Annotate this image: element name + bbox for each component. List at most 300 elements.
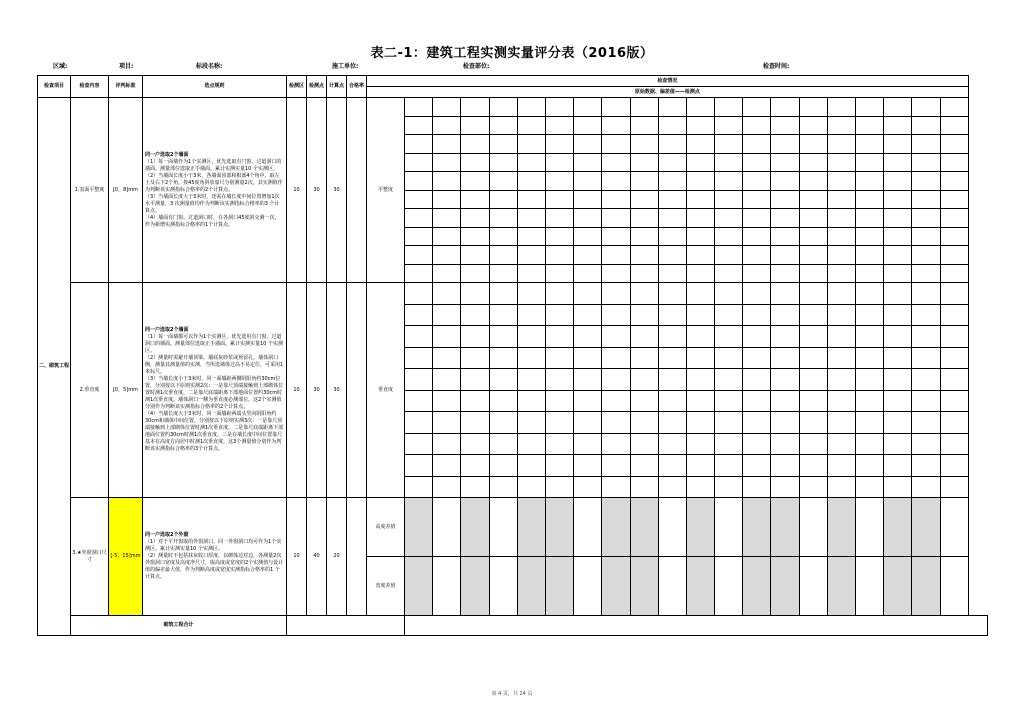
data-cell [630, 153, 658, 172]
data-cell [630, 455, 658, 477]
data-cell [912, 326, 940, 348]
data-cell [940, 557, 968, 616]
data-cell [630, 498, 658, 557]
data-cell [517, 347, 545, 369]
content-cell: 1.表面平整度 [71, 98, 109, 283]
rule-title: 同一户选取2个墙面 [145, 327, 189, 333]
data-cell [602, 264, 630, 283]
data-cell [658, 246, 686, 265]
data-cell [658, 557, 686, 616]
data-cell [912, 209, 940, 228]
data-cell [489, 369, 517, 391]
data-cell [602, 116, 630, 135]
data-cell [630, 390, 658, 412]
data-cell [884, 190, 912, 209]
data-cell [545, 369, 573, 391]
data-cell [856, 347, 884, 369]
data-cell [433, 172, 461, 191]
header-item: 检查项目 [38, 76, 71, 98]
data-cell [715, 190, 743, 209]
data-cell [940, 116, 968, 135]
header-content: 检查内容 [71, 76, 109, 98]
data-cell [884, 390, 912, 412]
data-cell [940, 246, 968, 265]
data-cell [545, 98, 573, 117]
points-cell: 30 [307, 98, 327, 283]
data-cell [574, 498, 602, 557]
data-cell [771, 557, 799, 616]
data-cell [799, 304, 827, 326]
data-cell [799, 264, 827, 283]
data-cell [715, 209, 743, 228]
data-cell [799, 246, 827, 265]
data-cell [658, 476, 686, 498]
data-cell [405, 172, 433, 191]
data-cell [912, 98, 940, 117]
category-cell: 二、砌筑工程 [38, 98, 71, 636]
data-cell [715, 557, 743, 616]
header-pass-rate: 合格率 [347, 76, 367, 98]
data-cell [856, 455, 884, 477]
data-cell [912, 433, 940, 455]
data-cell [545, 498, 573, 557]
data-cell [715, 116, 743, 135]
data-cell [574, 347, 602, 369]
data-cell [433, 326, 461, 348]
data-cell [489, 172, 517, 191]
data-cell [461, 498, 489, 557]
data-cell [545, 209, 573, 228]
data-cell [856, 498, 884, 557]
data-cell [574, 227, 602, 246]
data-cell [856, 172, 884, 191]
data-cell [715, 304, 743, 326]
data-cell [658, 116, 686, 135]
data-cell [433, 135, 461, 154]
data-cell [856, 390, 884, 412]
data-cell [884, 116, 912, 135]
data-cell [771, 172, 799, 191]
data-cell [856, 190, 884, 209]
data-cell [940, 304, 968, 326]
data-cell [574, 98, 602, 117]
data-cell [884, 153, 912, 172]
data-cell [940, 369, 968, 391]
data-cell [461, 190, 489, 209]
data-cell [743, 190, 771, 209]
data-cell [630, 412, 658, 434]
data-cell [433, 283, 461, 305]
data-cell [630, 476, 658, 498]
calc-cell: 30 [327, 283, 347, 498]
data-cell [489, 98, 517, 117]
data-cell [884, 227, 912, 246]
data-cell [433, 390, 461, 412]
data-cell [461, 283, 489, 305]
data-cell [461, 264, 489, 283]
data-cell [489, 135, 517, 154]
data-cell [799, 209, 827, 228]
data-cell [856, 135, 884, 154]
data-cell [630, 190, 658, 209]
zones-cell: 10 [287, 283, 307, 498]
data-cell [856, 326, 884, 348]
data-cell [827, 116, 855, 135]
header-raw-data: 原始数据、偏差值——检测点 [367, 87, 969, 98]
data-cell [686, 476, 714, 498]
data-cell [715, 476, 743, 498]
data-cell [461, 209, 489, 228]
data-cell [686, 190, 714, 209]
data-cell [433, 347, 461, 369]
data-cell [799, 498, 827, 557]
data-cell [940, 153, 968, 172]
data-cell [799, 476, 827, 498]
rule-title: 同一户选取2个墙面 [145, 151, 189, 158]
data-cell [827, 498, 855, 557]
rule-title: 同一户选取2个外窗 [145, 532, 189, 538]
data-cell [940, 433, 968, 455]
data-cell [489, 246, 517, 265]
standard-cell: [-5，15]mm [109, 498, 143, 616]
data-cell [574, 246, 602, 265]
data-cell [686, 98, 714, 117]
data-cell [461, 455, 489, 477]
data-cell [602, 283, 630, 305]
data-cell [602, 412, 630, 434]
data-cell [743, 209, 771, 228]
pass-rate-cell [347, 98, 367, 283]
data-cell [771, 326, 799, 348]
standard-cell: [0，5]mm [109, 283, 143, 498]
data-cell [715, 135, 743, 154]
data-cell [658, 209, 686, 228]
data-cell [799, 326, 827, 348]
label-cell: 平整度 [367, 98, 405, 283]
data-cell [799, 557, 827, 616]
data-cell [545, 390, 573, 412]
data-cell [461, 557, 489, 616]
data-cell [461, 246, 489, 265]
data-cell [433, 433, 461, 455]
data-cell [856, 369, 884, 391]
data-cell [884, 209, 912, 228]
data-cell [912, 246, 940, 265]
data-cell [827, 264, 855, 283]
data-cell [743, 557, 771, 616]
data-cell [856, 98, 884, 117]
data-cell [461, 172, 489, 191]
data-cell [884, 347, 912, 369]
data-cell [884, 369, 912, 391]
data-cell [489, 498, 517, 557]
data-cell [799, 390, 827, 412]
data-cell [771, 498, 799, 557]
data-cell [489, 283, 517, 305]
data-cell [743, 369, 771, 391]
data-cell [405, 304, 433, 326]
data-cell [658, 153, 686, 172]
data-cell [517, 135, 545, 154]
data-cell [827, 476, 855, 498]
data-cell [602, 98, 630, 117]
data-cell [827, 98, 855, 117]
data-cell [545, 246, 573, 265]
data-cell [884, 135, 912, 154]
data-cell [912, 190, 940, 209]
data-cell [658, 369, 686, 391]
data-cell [884, 412, 912, 434]
data-cell [912, 498, 940, 557]
data-cell [517, 433, 545, 455]
data-cell [940, 190, 968, 209]
data-cell [545, 227, 573, 246]
data-cell [602, 135, 630, 154]
data-cell [884, 326, 912, 348]
data-cell [856, 476, 884, 498]
calc-cell: 20 [327, 498, 347, 616]
data-cell [771, 227, 799, 246]
data-cell [405, 246, 433, 265]
data-cell [574, 153, 602, 172]
data-cell [856, 283, 884, 305]
data-cell [827, 304, 855, 326]
data-cell [827, 455, 855, 477]
content-cell: 2.垂直度 [71, 283, 109, 498]
data-cell [884, 172, 912, 191]
standard-cell: [0，8]mm [109, 98, 143, 283]
data-cell [686, 283, 714, 305]
data-cell [517, 304, 545, 326]
data-cell [545, 283, 573, 305]
data-cell [545, 135, 573, 154]
data-cell [461, 153, 489, 172]
data-cell [517, 209, 545, 228]
data-cell [686, 172, 714, 191]
data-cell [433, 227, 461, 246]
data-cell [545, 412, 573, 434]
data-cell [489, 433, 517, 455]
data-cell [940, 283, 968, 305]
data-cell [602, 153, 630, 172]
header-rules: 选点规则 [143, 76, 287, 98]
data-cell [856, 227, 884, 246]
data-cell [940, 135, 968, 154]
data-cell [489, 412, 517, 434]
data-cell [461, 476, 489, 498]
data-cell [912, 153, 940, 172]
data-cell [771, 476, 799, 498]
data-cell [517, 246, 545, 265]
header-points: 检测点 [307, 76, 327, 98]
points-cell: 30 [307, 283, 327, 498]
data-cell [658, 347, 686, 369]
data-cell [856, 412, 884, 434]
data-cell [574, 326, 602, 348]
data-cell [405, 98, 433, 117]
data-cell [461, 412, 489, 434]
data-cell [799, 135, 827, 154]
data-cell [912, 135, 940, 154]
data-cell [686, 412, 714, 434]
data-cell [630, 264, 658, 283]
data-cell [884, 98, 912, 117]
data-cell [686, 557, 714, 616]
data-cell [517, 153, 545, 172]
data-cell [912, 455, 940, 477]
data-cell [405, 433, 433, 455]
data-cell [574, 190, 602, 209]
data-cell [799, 190, 827, 209]
data-cell [940, 172, 968, 191]
data-cell [602, 190, 630, 209]
data-cell [517, 116, 545, 135]
data-cell [686, 246, 714, 265]
data-cell [658, 455, 686, 477]
data-cell [884, 283, 912, 305]
data-cell [686, 153, 714, 172]
data-cell [940, 347, 968, 369]
data-cell [602, 304, 630, 326]
data-cell [489, 190, 517, 209]
zones-cell: 10 [287, 98, 307, 283]
data-cell [517, 227, 545, 246]
data-cell [715, 390, 743, 412]
data-cell [630, 246, 658, 265]
data-cell [856, 209, 884, 228]
data-cell [743, 433, 771, 455]
data-cell [574, 369, 602, 391]
data-cell [489, 116, 517, 135]
data-cell [743, 227, 771, 246]
data-cell [433, 116, 461, 135]
data-cell [743, 116, 771, 135]
data-cell [658, 283, 686, 305]
data-cell [545, 172, 573, 191]
data-cell [658, 390, 686, 412]
data-cell [545, 476, 573, 498]
page-title: 表二-1：建筑工程实测实量评分表（2016版） [370, 46, 654, 61]
data-cell [545, 455, 573, 477]
data-cell [461, 135, 489, 154]
data-cell [940, 476, 968, 498]
data-cell [715, 498, 743, 557]
data-cell [771, 455, 799, 477]
data-cell [545, 190, 573, 209]
header-zones: 检测区 [287, 76, 307, 98]
data-cell [686, 135, 714, 154]
data-cell [433, 304, 461, 326]
total-cell [287, 616, 405, 636]
data-cell [405, 498, 433, 557]
data-cell [574, 433, 602, 455]
data-cell [545, 326, 573, 348]
data-cell [771, 390, 799, 412]
rule-text: （1）每一面墙作为1个实测区，优先选取有门窗、过道洞口的墙面。测量部位选取正手墙面。累计实测实量10 个实测区。 （2）当墙面长度小于3米，各墙面顶部和根部4个角中，取左上及右下2个角。按45度角斜放靠尺分别测量2次，其实测值作为判断该实测指标合格率的2个计算点。 （3）当墙面长度大于3米时，还需在墙长度中间位置增加1次水平测量，3 次测量值均作为判断该实测指标合格率的3 个计算点。 （4）墙面有门窗、过道洞口时，在各洞口45度斜交测一次，作为新增实测指标合格率的1个计算点。 [145, 158, 283, 228]
data-cell [827, 209, 855, 228]
data-cell [686, 304, 714, 326]
total-label: 砌筑工程合计 [71, 616, 287, 636]
data-cell [715, 227, 743, 246]
data-cell [884, 304, 912, 326]
data-cell [686, 347, 714, 369]
data-cell [658, 98, 686, 117]
data-cell [799, 347, 827, 369]
data-cell [827, 246, 855, 265]
data-cell [489, 304, 517, 326]
width-diff-label: 宽度差值 [367, 557, 405, 616]
data-cell [771, 98, 799, 117]
data-cell [686, 227, 714, 246]
data-cell [630, 283, 658, 305]
data-cell [433, 455, 461, 477]
data-cell [602, 455, 630, 477]
data-cell [743, 246, 771, 265]
data-cell [799, 369, 827, 391]
data-cell [405, 557, 433, 616]
data-cell [517, 283, 545, 305]
data-cell [799, 227, 827, 246]
data-cell [658, 433, 686, 455]
data-cell [743, 455, 771, 477]
data-cell [574, 412, 602, 434]
data-cell [715, 455, 743, 477]
data-cell [433, 209, 461, 228]
data-cell [658, 264, 686, 283]
area-label: 区域: [53, 63, 68, 70]
data-cell [602, 326, 630, 348]
data-cell [715, 433, 743, 455]
data-cell [743, 476, 771, 498]
data-cell [743, 98, 771, 117]
data-cell [405, 326, 433, 348]
data-cell [771, 264, 799, 283]
data-cell [715, 326, 743, 348]
data-cell [686, 369, 714, 391]
data-cell [602, 369, 630, 391]
data-cell [686, 390, 714, 412]
data-cell [743, 347, 771, 369]
data-cell [545, 116, 573, 135]
data-cell [658, 172, 686, 191]
data-cell [799, 153, 827, 172]
data-cell [517, 190, 545, 209]
data-cell [715, 369, 743, 391]
data-cell [743, 283, 771, 305]
time-label: 检查时间: [763, 63, 790, 70]
data-cell [517, 498, 545, 557]
data-cell [602, 557, 630, 616]
data-cell [771, 283, 799, 305]
data-cell [799, 455, 827, 477]
data-cell [715, 172, 743, 191]
data-cell [461, 433, 489, 455]
data-cell [884, 433, 912, 455]
data-cell [912, 390, 940, 412]
data-cell [461, 390, 489, 412]
data-cell [912, 227, 940, 246]
data-cell [912, 557, 940, 616]
data-cell [827, 390, 855, 412]
data-cell [602, 433, 630, 455]
data-cell [827, 326, 855, 348]
data-cell [827, 153, 855, 172]
data-cell [743, 326, 771, 348]
data-cell [715, 153, 743, 172]
data-cell [686, 498, 714, 557]
calc-cell: 30 [327, 98, 347, 283]
data-cell [461, 98, 489, 117]
